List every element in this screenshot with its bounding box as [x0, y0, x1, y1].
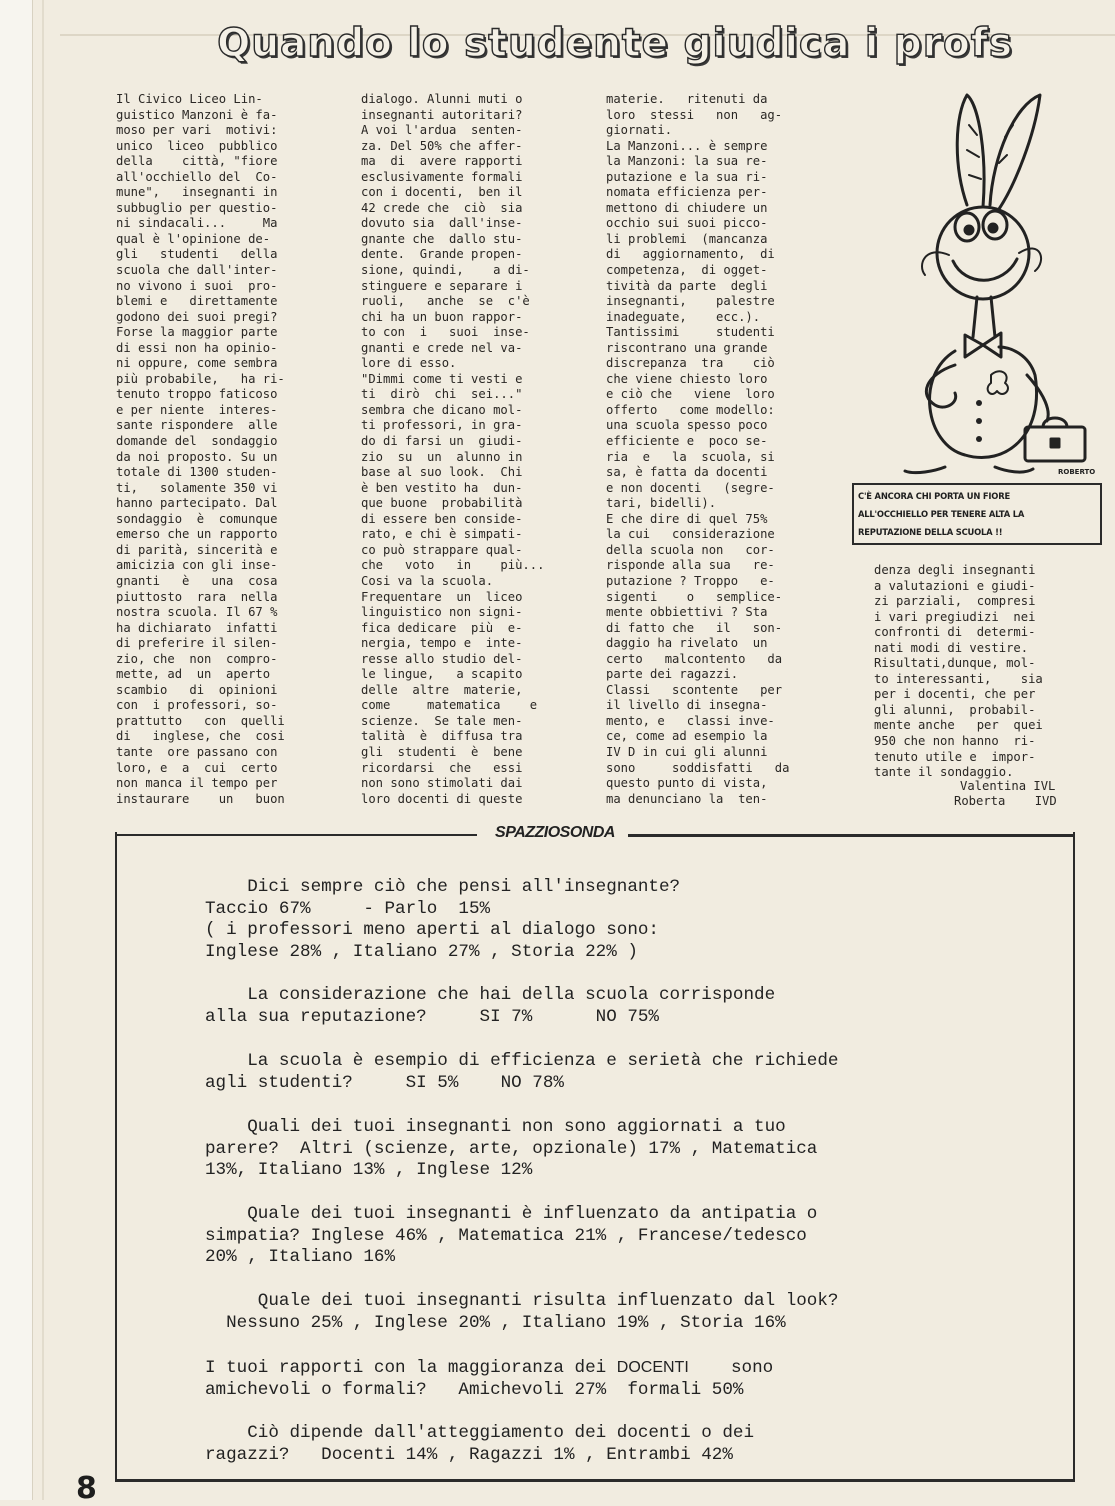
article-column-4: denza degli insegnanti a valutazioni e giudi- zi parziali, compresi i vari pregiudizi nei confronti di determi- nati modi di vestire. Risultati,dunque, mol- to interessanti, sia per i docenti, che per gli alunni, probabil- mente anche per quei 950 che non hanno ri- tenuto utile e impor- tante il sondaggio.	[874, 563, 1043, 780]
survey-box-top-border-right	[628, 834, 1075, 837]
page-left-margin	[0, 0, 33, 1500]
rabbit-body	[930, 347, 1037, 457]
rabbit-right-ear	[990, 95, 1040, 209]
page-number: 8	[76, 1471, 97, 1506]
rabbit-neck	[973, 297, 995, 337]
relations-question-start: I tuoi rapporti con la maggioranza dei	[205, 1358, 617, 1378]
relations-question-end: sono	[688, 1358, 774, 1378]
paper-fold-line	[42, 0, 44, 1500]
relations-question-answers: amichevoli o formali? Amichevoli 27% formali 50%	[205, 1379, 744, 1400]
survey-box-top-border-left	[115, 834, 477, 836]
relations-question-docenti: DOCENTI	[616, 1359, 689, 1376]
rabbit-bowtie	[965, 333, 1001, 357]
cartoon-artist-signature: ROBERTO	[1058, 468, 1096, 476]
survey-question-2: La considerazione che hai della scuola corrisponde alla sua reputazione? SI 7% NO 75%	[205, 985, 776, 1027]
article-column-3: materie. ritenuti da loro stessi non ag- giornati. La Manzoni... è sempre la Manzoni: la sua re- putazione e la sua ri- nomata efficienza per- mettono di chiudere un occhio sui suoi picco- li problemi (mancanza di aggiornamento, di competenza, di ogget- tività da parte degli insegnanti, palestre inadeguate, ecc.). Tantissimi studenti riscontrano una grande discrepanza tra ciò che viene chiesto loro e ciò che viene loro offerto come modello: una scuola spesso poco efficiente e poco se- ria e la scuola, si sa, è fatta da docenti e non docenti (segre- tari, bidelli). E che dire di quel 75% la cui considerazione della scuola non cor- risponde alla sua re- putazione ? Troppo e- sigenti o semplice- mente obbiettivi ? Sta di fatto che il son- daggio ha rivelato un certo malcontento da parte dei ragazzi. Classi scontente per il livello di insegna- mento, e classi inve- ce, come ad esempio la IV D in cui gli alunni sono soddisfatti da questo punto di vista, ma denunciano la ten-	[606, 92, 790, 806]
survey-title: SPAZZIOSONDA	[495, 824, 615, 841]
author-signature-2: Roberta IVD	[954, 794, 1057, 808]
article-column-1: Il Civico Liceo Lin- guistico Manzoni è fa- moso per vari motivi: unico liceo pubblico della città, "fiore all'occhiello del Co- mune", insegnanti in subbuglio per questio- ni sindacali... Ma qual è l'opinione de- gli studenti della scuola che dall'inter- no vivono i suoi pro- blemi e direttamente godono dei suoi pregi? Forse la maggior parte di essi non ha opinio- ni oppure, come sembra più probabile, ha ri- tenuto troppo faticoso e per niente interes- sante rispondere alle domande del sondaggio da noi proposto. Su un totale di 1300 studen- ti, solamente 350 vi hanno partecipato. Dal sondaggio è comunque emerso che un rapporto di parità, sincerità e amicizia con gli inse- gnanti è una cosa piuttosto rara nella nostra scuola. Il 67 % ha dichiarato infatti di preferire il silen- zio, che non compro- mette, ad un aperto scambio di opinioni con i professori, so- prattutto con quelli di inglese, che cosi tante ore passano con loro, e a cui certo non manca il tempo per instaurare un buon	[116, 92, 285, 806]
survey-question-6: Quale dei tuoi insegnanti risulta influenzato dal look? Nessuno 25% , Inglese 20% , Italiano 19% , Storia 16%	[226, 1291, 839, 1333]
survey-question-8: Ciò dipende dall'atteggiamento dei docenti o dei ragazzi? Docenti 14% , Ragazzi 1% , Entrambi 42%	[205, 1423, 755, 1465]
cartoon-caption: C'È ANCORA CHI PORTA UN FIORE ALL'OCCHIELLO PER TENERE ALTA LA REPUTAZIONE DELLA SCUOLA !!	[852, 483, 1102, 545]
survey-question-7	[205, 1357, 773, 1401]
survey-question-5: Quale dei tuoi insegnanti è influenzato da antipatia o simpatia? Inglese 46% , Matematica 21% , Francese/tedesco 20% , Italiano 16%	[205, 1204, 818, 1267]
survey-question-1: Dici sempre ciò che pensi all'insegnante? Taccio 67% - Parlo 15% ( i professori meno aperti al dialogo sono: Inglese 28% , Italiano 27% , Storia 22% )	[205, 877, 681, 962]
survey-question-4: Quali dei tuoi insegnanti non sono aggiornati a tuo parere? Altri (scienze, arte, opzionale) 17% , Matematica 13%, Italiano 13% , Inglese 12%	[205, 1117, 818, 1180]
author-signature-1: Valentina IVL	[960, 779, 1056, 793]
article-column-2: dialogo. Alunni muti o insegnanti autoritari? A voi l'ardua senten- za. Del 50% che affer- ma di avere rapporti esclusivamente formali con i docenti, ben il 42 crede che ciò sia dovuto sia dall'inse- gnante che dallo stu- dente. Grande propen- sione, quindi, a di- stinguere e separare i ruoli, anche se c'è chi ha un buon rappor- to con i suoi inse- gnanti e crede nel va- lore di esso. "Dimmi come ti vesti e ti dirò chi sei..." sembra che dicano mol- ti professori, in gra- do di farsi un giudi- zio su un alunno in base al suo look. Chi è ben vestito ha dun- que buone probabilità di essere ben conside- rato, e chi è simpati- co può strappare qual- che voto in più... Cosi va la scuola. Frequentare un liceo linguistico non signi- fica dedicare più e- nergia, tempo e inte- resse allo studio del- le lingue, a scapito delle altre materie, come matematica e scienze. Se tale men- talità è diffusa tra gli studenti è bene ricordarsi che essi non sono stimolati dai loro docenti di queste	[361, 92, 545, 806]
rabbit-mouth	[953, 259, 1017, 280]
rabbit-cartoon-illustration	[895, 75, 1105, 475]
article-title: Quando lo studente giudica i profs	[217, 21, 1013, 66]
survey-question-3: La scuola è esempio di efficienza e serietà che richiede agli studenti? SI 5% NO 78%	[205, 1051, 839, 1093]
